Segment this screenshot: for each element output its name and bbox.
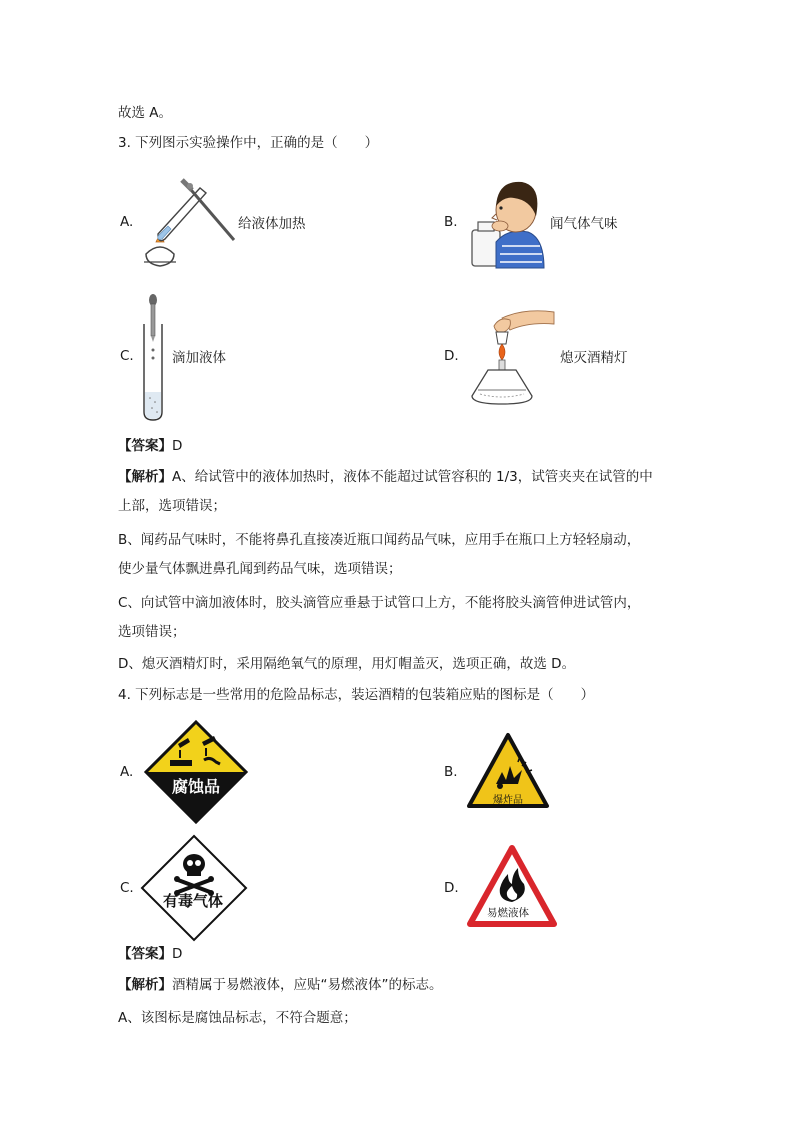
explosive-sign-text: 爆炸品 — [493, 795, 523, 806]
q3-analysis-label: 【解析】 — [118, 469, 172, 485]
q4-analysis-line-2: A、该图标是腐蚀品标志，不符合题意； — [118, 1010, 357, 1026]
q4-answer — [118, 944, 182, 964]
q3-analysis-line-2: 上部，选项错误； — [118, 498, 226, 514]
q4-answer-value: D — [172, 946, 183, 962]
toxic-gas-sign-text: 有毒气体 — [163, 892, 224, 910]
q3-answer — [118, 436, 182, 456]
q3-analysis-line-6: 选项错误； — [118, 624, 186, 640]
q3-option-a-caption: 给液体加热 — [238, 216, 306, 232]
q4-answer-label: 【答案】 — [118, 946, 172, 962]
alcohol-lamp-cap-illustration — [466, 304, 556, 410]
q3-analysis-line-4: 使少量气体飘进鼻孔闻到药品气味，选项错误； — [118, 561, 402, 577]
q3-option-c-caption: 滴加液体 — [172, 350, 226, 366]
q4-analysis-line-1 — [118, 975, 443, 995]
q3-option-c-letter: C. — [120, 348, 134, 364]
q3-analysis-line-5: C、向试管中滴加液体时，胶头滴管应垂悬于试管口上方，不能将胶头滴管伸进试管内， — [118, 595, 641, 611]
q4-option-c-letter: C. — [120, 880, 134, 896]
q4-analysis-label: 【解析】 — [118, 977, 172, 993]
q3-analysis-text-1: A、给试管中的液体加热时，液体不能超过试管容积的 1/3，试管夹夹在试管的中 — [172, 469, 653, 485]
q4-analysis-text-1: 酒精属于易燃液体，应贴“易燃液体”的标志。 — [172, 977, 443, 993]
q3-option-b-letter: B. — [444, 214, 458, 230]
q3-option-d-letter: D. — [444, 348, 459, 364]
flammable-liquid-sign-text: 易燃液体 — [487, 907, 529, 919]
test-tube-heating-illustration — [138, 176, 238, 272]
q3-analysis-line-7: D、熄灭酒精灯时，采用隔绝氧气的原理，用灯帽盖灭，选项正确，故选 D。 — [118, 656, 576, 672]
q4-option-d-letter: D. — [444, 880, 459, 896]
q3-analysis-line-3: B、闻药品气味时，不能将鼻孔直接凑近瓶口闻药品气味，应用手在瓶口上方轻轻扇动， — [118, 532, 641, 548]
q3-analysis-line-1 — [118, 467, 653, 487]
q3-option-b-caption: 闻气体气味 — [550, 216, 618, 232]
toxic-gas-sign — [140, 834, 248, 942]
q3-option-a-letter: A. — [120, 214, 134, 230]
q4-option-a-letter: A. — [120, 764, 134, 780]
q4-option-b-letter: B. — [444, 764, 458, 780]
q4-stem: 4. 下列标志是一些常用的危险品标志，装运酒精的包装箱应贴的图标是（ ） — [118, 687, 595, 703]
q3-option-d-caption: 熄灭酒精灯 — [560, 350, 628, 366]
q3-answer-label: 【答案】 — [118, 438, 172, 454]
prev-conclusion: 故选 A。 — [118, 105, 173, 121]
smelling-gas-illustration — [470, 176, 546, 268]
q3-answer-value: D — [172, 438, 183, 454]
corrosive-sign-text: 腐蚀品 — [172, 777, 221, 796]
q3-stem: 3. 下列图示实验操作中，正确的是（ ） — [118, 135, 379, 151]
dropper-illustration — [140, 294, 168, 422]
corrosive-sign — [144, 720, 248, 824]
